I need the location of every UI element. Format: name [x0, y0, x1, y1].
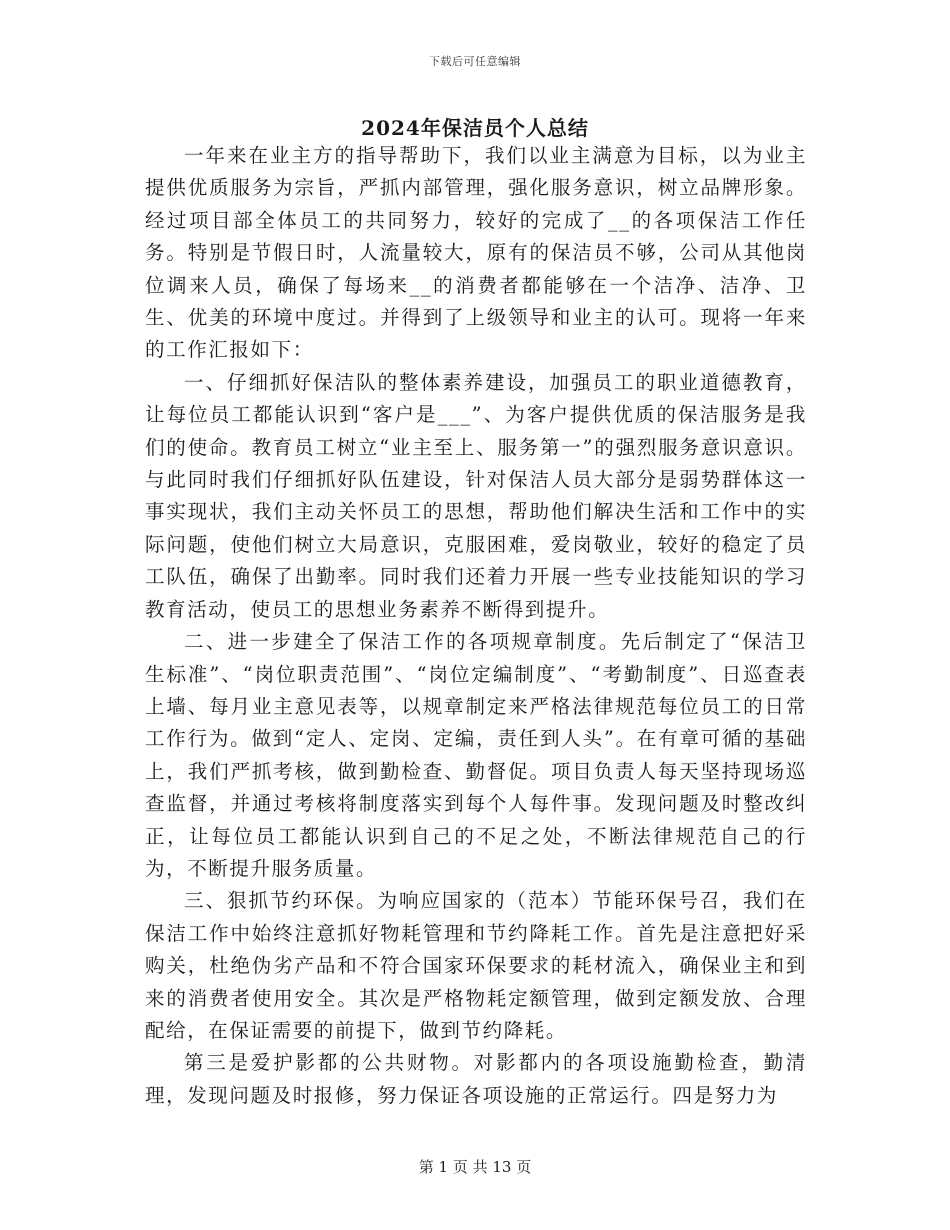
paragraph-section-1: 一、仔细抓好保洁队的整体素养建设，加强员工的职业道德教育，让每位员工都能认识到“客户是___”、为客户提供优质的保洁服务是我们的使命。教育员工树立“业主至上、服务第一”的强烈服务意识意识。与此同时我们仔细抓好队伍建设，针对保洁人员大部分是弱势群体这一事实现状，我们主动关怀员工的思想，帮助他们解决生活和工作中的实际问题，使他们树立大局意识，克服困难，爱岗敬业，较好的稳定了员工队伍，确保了出勤率。同时我们还着力开展一些专业技能知识的学习教育活动，使员工的思想业务素养不断得到提升。 [145, 370, 807, 621]
paragraph-section-2: 二、进一步建全了保洁工作的各项规章制度。先后制定了“保洁卫生标准”、“岗位职责范围”、“岗位定编制度”、“考勤制度”、日巡查表上墙、每月业主意见表等，以规章制定来严格法律规范每位员工的日常工作行为。做到“定人、定岗、定编，责任到人头”。在有章可循的基础上，我们严抓考核，做到勤检查、勤督促。项目负责人每天坚持现场巡查监督，并通过考核将制度落实到每个人每件事。发现问题及时整改纠正，让每位员工都能认识到自己的不足之处，不断法律规范自己的行为，不断提升服务质量。 [145, 630, 807, 880]
page-header-note: 下载后可任意编辑 [429, 55, 521, 68]
page-number: 第 1 页 共 13 页 [418, 1158, 532, 1176]
paragraph-section-4: 第三是爱护影都的公共财物。对影都内的各项设施勤检查，勤清理，发现问题及时报修，努力保证各项设施的正常运行。四是努力为 [145, 1051, 807, 1107]
document-body [145, 140, 807, 1112]
paragraph-intro: 一年来在业主方的指导帮助下，我们以业主满意为目标，以为业主提供优质服务为宗旨，严抓内部管理，强化服务意识，树立品牌形象。经过项目部全体员工的共同努力，较好的完成了__的各项保洁工作任务。特别是节假日时，人流量较大，原有的保洁员不够，公司从其他岗位调来人员，确保了每场来__的消费者都能够在一个洁净、洁净、卫生、优美的环境中度过。并得到了上级领导和业主的认可。现将一年来的工作汇报如下： [145, 144, 807, 362]
document-title: 2024年保洁员个人总结 [361, 116, 589, 140]
paragraph-section-3: 三、狠抓节约环保。为响应国家的（范本）节能环保号召，我们在保洁工作中始终注意抓好物耗管理和节约降耗工作。首先是注意把好采购关，杜绝伪劣产品和不符合国家环保要求的耗材流入，确保业主和到来的消费者使用安全。其次是严格物耗定额管理，做到定额发放、合理配给，在保证需要的前提下，做到节约降耗。 [145, 889, 807, 1042]
